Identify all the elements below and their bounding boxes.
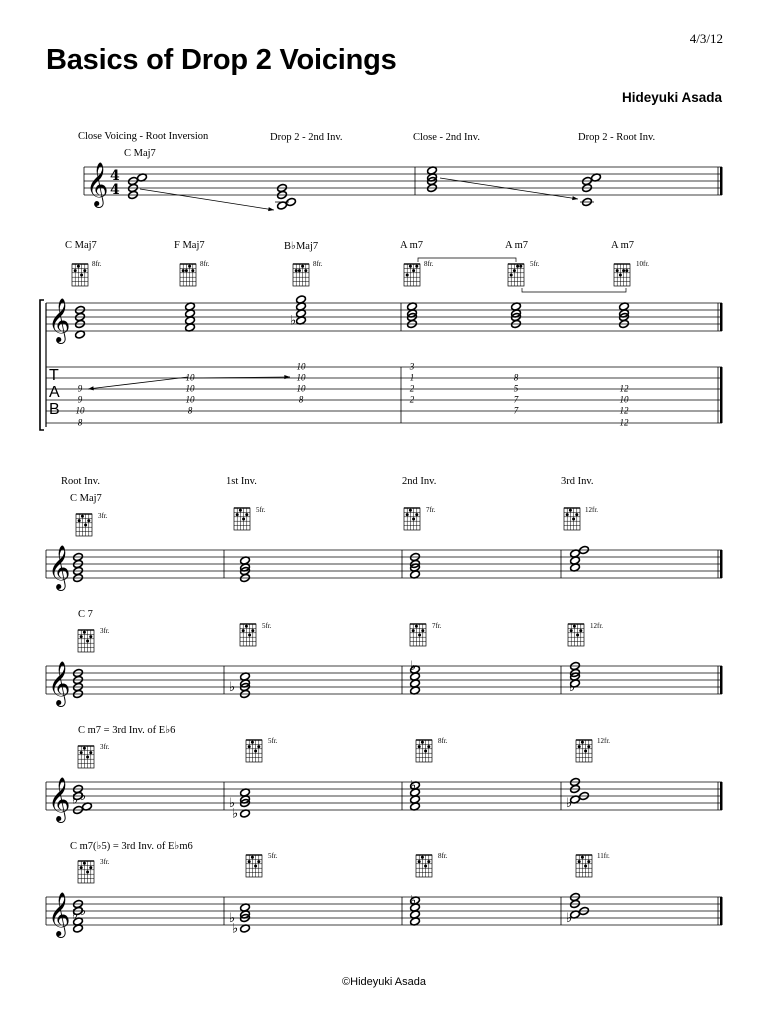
flat-sign: ♭ — [232, 806, 239, 822]
tab-number: 8 — [187, 405, 193, 416]
chord-diagram — [180, 264, 196, 286]
tab-number: 10 — [296, 383, 306, 394]
diagram-dot — [84, 524, 87, 527]
chord-diagram — [416, 855, 432, 877]
flat-sign: ♭ — [410, 778, 417, 794]
diagram-dot — [245, 625, 248, 628]
fret-label: 12fr. — [590, 622, 604, 630]
fret-label: 12fr. — [597, 737, 611, 745]
diagram-dot — [570, 629, 573, 632]
chord-diagram — [78, 630, 94, 652]
chord-name-fmaj7: F Maj7 — [174, 240, 205, 251]
label-drop2-2nd: Drop 2 - 2nd Inv. — [270, 132, 343, 143]
diagram-dot — [572, 518, 575, 521]
flat-sign: ♭ — [229, 796, 236, 811]
diagram-dot — [578, 860, 581, 863]
flat-sign: ♭ — [229, 680, 236, 695]
chord-diagram — [576, 855, 592, 877]
diagram-dot — [89, 866, 92, 869]
fret-label: 3fr. — [100, 627, 110, 635]
chord-diagram — [72, 264, 88, 286]
diagram-dot — [587, 860, 590, 863]
flat-sign: ♭ — [80, 789, 87, 804]
final-barline — [720, 782, 723, 810]
tab-number: 12 — [619, 405, 629, 416]
diagram-dot — [513, 269, 516, 272]
treble-clef: 𝄞 — [48, 298, 71, 342]
tab-number: 10 — [75, 405, 85, 416]
diagram-dot — [427, 860, 430, 863]
flat-sign: ♭ — [290, 313, 297, 329]
tab-number: 3 — [409, 361, 415, 372]
tab-number: 10 — [185, 383, 195, 394]
chord-name-am7: A m7 — [611, 240, 635, 251]
voice-arrow — [140, 189, 274, 210]
diagram-dot — [242, 518, 245, 521]
fret-label: 8fr. — [438, 852, 448, 860]
diagram-dot — [409, 509, 412, 512]
diagram-dot — [575, 513, 578, 516]
flat-sign: ♭ — [410, 659, 417, 674]
diagram-dot — [257, 745, 260, 748]
chord-diagram — [246, 740, 262, 762]
flat-sign: ♭ — [80, 904, 87, 919]
label-drop2-root: Drop 2 - Root Inv. — [578, 132, 656, 143]
diagram-dot — [86, 871, 89, 874]
fret-label: 8fr. — [313, 260, 323, 268]
diagram-dot — [427, 745, 430, 748]
diagram-dot — [236, 513, 239, 516]
fret-label: 3fr. — [100, 858, 110, 866]
chord-diagram — [76, 514, 92, 536]
tab-number: 8 — [513, 372, 519, 383]
fret-label: 8fr. — [92, 260, 102, 268]
tab-number: 9 — [77, 394, 83, 405]
diagram-dot — [566, 513, 569, 516]
chord-diagram — [246, 855, 262, 877]
tab-number: 7 — [513, 394, 519, 405]
diagram-dot — [581, 741, 584, 744]
fret-label: 8fr. — [424, 260, 434, 268]
tab-number: 9 — [77, 383, 83, 394]
diagram-dot — [579, 629, 582, 632]
time-signature-top: 4 — [110, 168, 120, 184]
label-2nd-inv: 2nd Inv. — [402, 476, 437, 487]
diagram-connector — [418, 258, 516, 262]
diagram-dot — [248, 860, 251, 863]
diagram-dot — [81, 515, 84, 518]
label-close-2nd: Close - 2nd Inv. — [413, 132, 480, 143]
fret-label: 7fr. — [426, 506, 436, 514]
diagram-dot — [239, 509, 242, 512]
diagram-connector — [522, 288, 626, 292]
diagram-dot — [519, 265, 522, 268]
diagram-dot — [89, 635, 92, 638]
treble-clef: 𝄞 — [48, 545, 71, 589]
fret-label: 5fr. — [268, 737, 278, 745]
diagram-dot — [625, 269, 628, 272]
fret-label: 5fr. — [262, 622, 272, 630]
diagram-dot — [257, 860, 260, 863]
chord-diagram — [410, 624, 426, 646]
date: 4/3/12 — [689, 31, 723, 46]
diagram-dot — [182, 269, 185, 272]
diagram-dot — [424, 865, 427, 868]
diagram-dot — [578, 745, 581, 748]
tab-number: 12 — [619, 417, 629, 428]
diagram-dot — [242, 629, 245, 632]
chord-diagram — [234, 508, 250, 530]
diagram-dot — [86, 756, 89, 759]
arrow-head — [88, 386, 94, 390]
chord-diagram — [240, 624, 256, 646]
voice-arrow — [88, 377, 188, 389]
flat-sign: ♭ — [72, 907, 79, 923]
diagram-dot — [188, 265, 191, 268]
diagram-dot — [412, 629, 415, 632]
tab-number: 2 — [409, 394, 415, 405]
fret-label: 10fr. — [636, 260, 650, 268]
arrow-head — [284, 375, 290, 379]
diagram-dot — [584, 750, 587, 753]
diagram-dot — [573, 625, 576, 628]
diagram-dot — [569, 509, 572, 512]
chord-name-bbmaj7: B♭Maj7 — [284, 241, 319, 252]
tab-number: 7 — [513, 405, 519, 416]
row-name-cm7b5: C m7(♭5) = 3rd Inv. of E♭m6 — [70, 841, 193, 852]
diagram-dot — [415, 625, 418, 628]
system-bracket — [40, 300, 44, 430]
label-3rd-inv: 3rd Inv. — [561, 476, 594, 487]
tab-number: 8 — [77, 417, 83, 428]
diagram-dot — [587, 745, 590, 748]
final-barline — [720, 167, 723, 195]
diagram-dot — [251, 741, 254, 744]
tab-letter-t: T — [49, 367, 59, 384]
diagram-dot — [301, 265, 304, 268]
diagram-dot — [83, 631, 86, 634]
diagram-dot — [251, 629, 254, 632]
diagram-dot — [77, 265, 80, 268]
row-name-cmaj7: C Maj7 — [70, 493, 102, 504]
fret-label: 5fr. — [530, 260, 540, 268]
tab-number: 10 — [185, 394, 195, 405]
chord-diagram — [568, 624, 584, 646]
tab-number: 10 — [185, 372, 195, 383]
chord-diagram — [564, 508, 580, 530]
tab-number: 8 — [298, 394, 304, 405]
diagram-dot — [421, 741, 424, 744]
tab-number: 1 — [409, 372, 415, 383]
diagram-dot — [80, 751, 83, 754]
diagram-dot — [248, 745, 251, 748]
flat-sign: ♭ — [229, 911, 236, 926]
diagram-dot — [251, 856, 254, 859]
diagram-dot — [409, 265, 412, 268]
diagram-dot — [584, 865, 587, 868]
fret-label: 7fr. — [432, 622, 442, 630]
diagram-dot — [295, 269, 298, 272]
diagram-dot — [254, 865, 257, 868]
diagram-dot — [83, 269, 86, 272]
diagram-dot — [418, 745, 421, 748]
diagram-dot — [421, 856, 424, 859]
flat-sign: ♭ — [566, 796, 573, 811]
final-barline — [720, 367, 723, 423]
flat-sign: ♭ — [72, 792, 79, 808]
arrow-head — [268, 207, 274, 211]
diagram-dot — [418, 634, 421, 637]
flat-sign: ♭ — [569, 680, 576, 695]
chord-diagram — [404, 508, 420, 530]
fret-label: 11fr. — [597, 852, 610, 860]
diagram-dot — [406, 513, 409, 516]
chord-name-cmaj7: C Maj7 — [124, 148, 156, 159]
final-barline — [720, 666, 723, 694]
diagram-dot — [185, 269, 188, 272]
fret-label: 5fr. — [268, 852, 278, 860]
diagram-dot — [406, 274, 409, 277]
diagram-dot — [412, 269, 415, 272]
fret-label: 12fr. — [585, 506, 599, 514]
treble-clef: 𝄞 — [48, 661, 71, 705]
diagram-dot — [622, 269, 625, 272]
fret-label: 3fr. — [98, 512, 108, 520]
page-title: Basics of Drop 2 Voicings — [46, 44, 397, 76]
time-signature-bottom: 4 — [110, 182, 120, 198]
treble-clef: 𝄞 — [86, 162, 109, 206]
chord-diagram — [416, 740, 432, 762]
arrow-head — [572, 196, 578, 200]
chord-name-am7: A m7 — [400, 240, 424, 251]
diagram-dot — [87, 519, 90, 522]
diagram-dot — [576, 634, 579, 637]
diagram-dot — [415, 265, 418, 268]
fret-label: 8fr. — [200, 260, 210, 268]
diagram-dot — [78, 519, 81, 522]
flat-sign: ♭ — [410, 893, 417, 909]
diagram-dot — [80, 866, 83, 869]
label-root-inv: Root Inv. — [61, 476, 100, 487]
label-1st-inv: 1st Inv. — [226, 476, 257, 487]
tab-letter-a: A — [49, 384, 60, 401]
chord-diagram — [614, 264, 630, 286]
diagram-dot — [619, 274, 622, 277]
treble-clef: 𝄞 — [48, 777, 71, 821]
fret-label: 5fr. — [256, 506, 266, 514]
tab-number: 5 — [513, 383, 519, 394]
diagram-dot — [424, 750, 427, 753]
diagram-dot — [304, 269, 307, 272]
diagram-dot — [89, 751, 92, 754]
diagram-dot — [412, 518, 415, 521]
diagram-dot — [421, 629, 424, 632]
diagram-dot — [80, 635, 83, 638]
diagram-dot — [510, 274, 513, 277]
chord-diagram — [293, 264, 309, 286]
diagram-dot — [245, 513, 248, 516]
copyright: ©Hideyuki Asada — [342, 976, 426, 988]
chord-name-cmaj7: C Maj7 — [65, 240, 97, 251]
fret-label: 8fr. — [438, 737, 448, 745]
diagram-dot — [418, 860, 421, 863]
row-name-cm7: C m7 = 3rd Inv. of E♭6 — [78, 725, 176, 736]
diagram-dot — [83, 747, 86, 750]
label-close-root: Close Voicing - Root Inversion — [78, 131, 209, 142]
diagram-dot — [80, 274, 83, 277]
tab-number: 2 — [409, 383, 415, 394]
flat-sign: ♭ — [566, 911, 573, 926]
final-barline — [720, 550, 723, 578]
diagram-dot — [248, 634, 251, 637]
author: Hideyuki Asada — [621, 90, 722, 105]
chord-name-am7: A m7 — [505, 240, 529, 251]
diagram-dot — [298, 269, 301, 272]
tab-number: 10 — [296, 361, 306, 372]
chord-diagram — [78, 746, 94, 768]
diagram-dot — [86, 640, 89, 643]
diagram-dot — [415, 513, 418, 516]
row-name-c7: C 7 — [78, 609, 93, 620]
fret-label: 3fr. — [100, 743, 110, 751]
diagram-dot — [516, 265, 519, 268]
diagram-dot — [74, 269, 77, 272]
diagram-dot — [581, 856, 584, 859]
chord-diagram — [78, 861, 94, 883]
tab-letter-b: B — [49, 401, 60, 418]
tab-number: 10 — [619, 394, 629, 405]
diagram-dot — [83, 862, 86, 865]
final-barline — [720, 303, 723, 331]
tab-number: 10 — [296, 372, 306, 383]
flat-sign: ♭ — [232, 921, 239, 937]
chord-diagram — [576, 740, 592, 762]
tab-number: 12 — [619, 383, 629, 394]
diagram-dot — [191, 269, 194, 272]
treble-clef: 𝄞 — [48, 892, 71, 936]
diagram-dot — [616, 269, 619, 272]
diagram-dot — [254, 750, 257, 753]
final-barline — [720, 897, 723, 925]
